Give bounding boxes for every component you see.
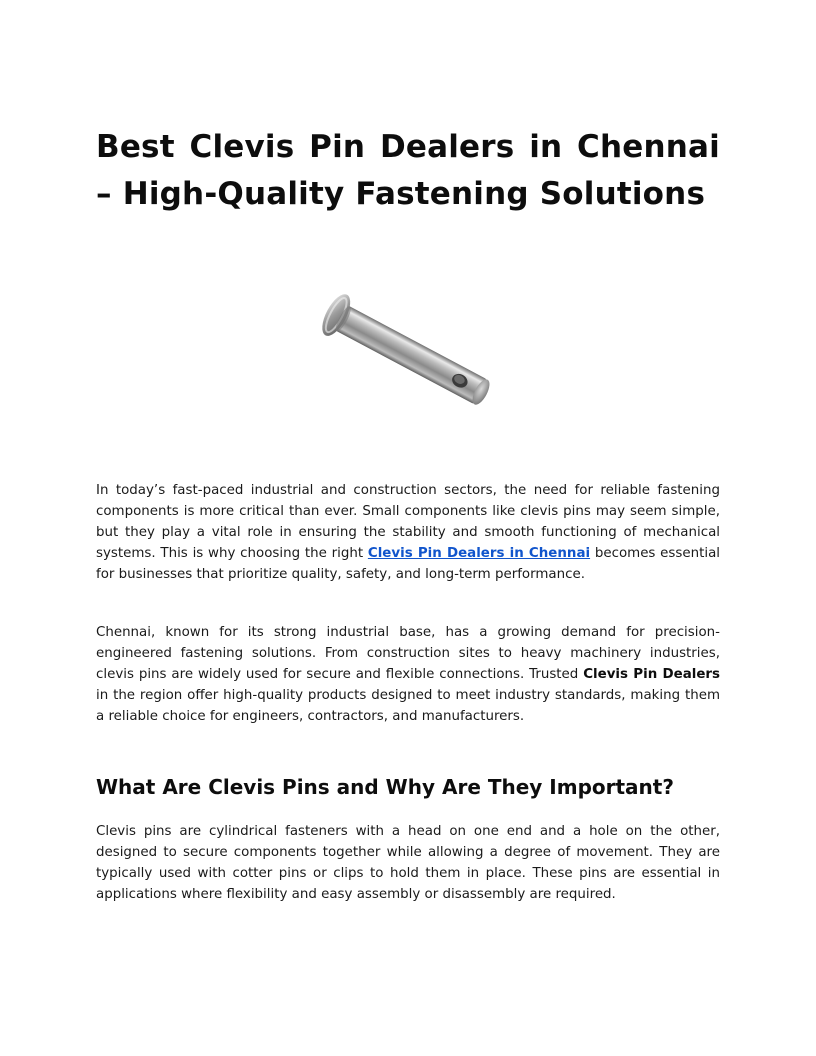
chennai-text-start: Chennai, known for its strong industrial base, has a growing demand for precision-engineered fastening solutions. From construction sites to heavy machinery industries, clevis pins are widely used for secure and flexible connections. Trusted xyxy=(96,625,720,682)
clevis-pin-image xyxy=(306,278,516,413)
section-heading: What Are Clevis Pins and Why Are They Important? xyxy=(96,775,674,799)
intro-text-start: In today’s fast-paced industrial and construction sectors, the need for reliable fastening components is more critical than ever. Small components like clevis pins may seem simple, but they play a vital role in ensuring the stability and smooth functioning of mechanical systems. This is why choosing the right xyxy=(96,483,720,561)
intro-text-end: becomes essential for businesses that prioritize quality, safety, and long-term performance. xyxy=(96,546,720,582)
clevis-pin-dealers-link[interactable]: Clevis Pin Dealers in Chennai xyxy=(367,546,591,561)
chennai-text-end: in the region offer high-quality products designed to meet industry standards, making them a reliable choice for engineers, contractors, and manufacturers. xyxy=(96,688,720,724)
intro-paragraph xyxy=(96,480,720,585)
bold-dealers-text: Clevis Pin Dealers xyxy=(583,667,721,682)
page-title: Best Clevis Pin Dealers in Chennai – High-Quality Fastening Solutions xyxy=(96,129,720,212)
chennai-paragraph xyxy=(96,622,720,727)
clevis-pins-paragraph: Clevis pins are cylindrical fasteners with a head on one end and a hole on the other, designed to secure components together while allowing a degree of movement. They are typically used with cotter pins or clips to hold them in place. These pins are essential in applications where flexibility and easy assembly or disassembly are required. xyxy=(96,824,720,902)
